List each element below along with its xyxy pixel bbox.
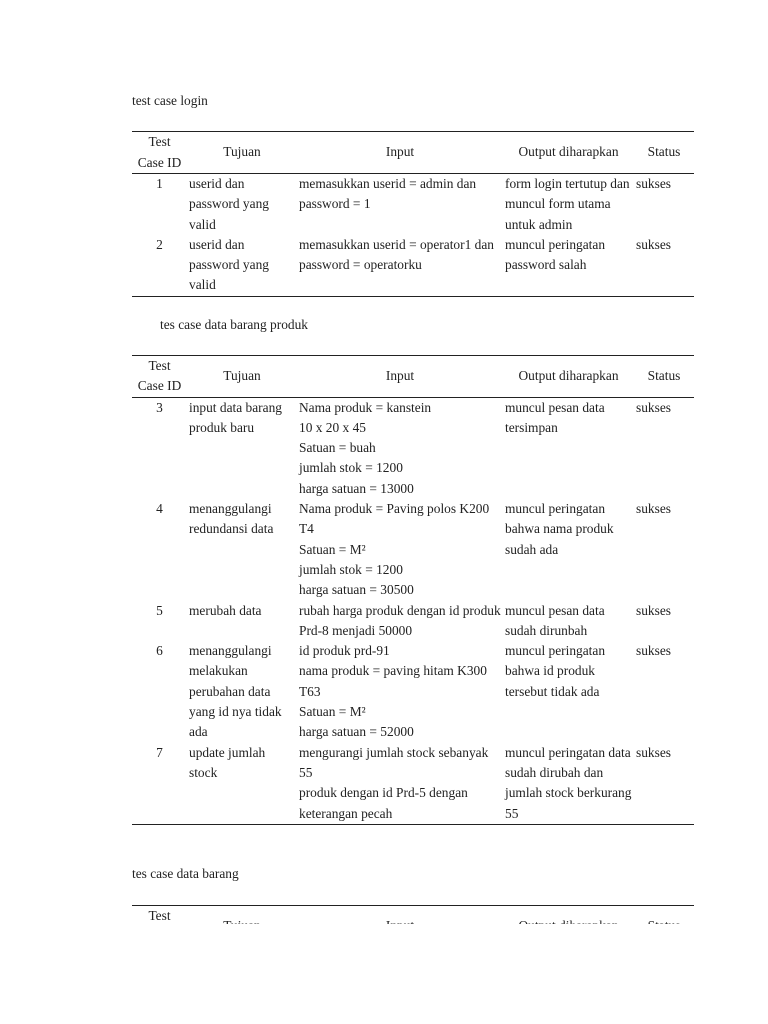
cell-status: sukses — [636, 744, 671, 760]
table-row — [132, 499, 694, 600]
col-header-tujuan: Tujuan — [223, 368, 261, 384]
table-row — [132, 601, 694, 642]
cell-tujuan: merubah data — [189, 602, 262, 618]
cell-output: muncul pesan data tersimpan — [505, 399, 605, 435]
cell-status: sukses — [636, 602, 671, 618]
cell-id: 6 — [156, 643, 163, 659]
col-header-input: Input — [385, 368, 415, 384]
cell-status: sukses — [636, 176, 671, 191]
cell-status: sukses — [636, 399, 671, 415]
cell-input: Nama produk = kanstein 10 x 20 x 45 Satuan = buah jumlah stok = 1200 harga satuan = 13000 — [299, 399, 432, 496]
cell-tujuan: userid dan password yang valid — [189, 176, 269, 232]
col-header-output: Output diharapkan — [518, 368, 619, 384]
col-header-test-case-id: Test Case ID — [137, 134, 182, 170]
section-heading-login: test case login — [132, 93, 208, 108]
cell-id: 2 — [156, 236, 163, 252]
col-header-input: Input — [385, 144, 415, 160]
cell-output: muncul pesan data sudah dirunbah — [505, 602, 605, 638]
cell-input: id produk prd-91 nama produk = paving hitam K300 T63 Satuan = M² harga satuan = 52000 — [299, 643, 487, 740]
col-header-test-case-id: Test — [148, 908, 171, 924]
cell-input: Nama produk = Paving polos K200 T4 Satuan = M² jumlah stok = 1200 harga satuan = 30500 — [299, 501, 490, 598]
page-cutoff — [0, 924, 768, 1024]
table-row — [132, 641, 694, 742]
cell-input: rubah harga produk dengan id produk Prd-8 menjadi 50000 — [299, 602, 501, 638]
cell-output: muncul peringatan bahwa id produk tersebut tidak ada — [505, 643, 606, 699]
cell-id: 1 — [156, 176, 163, 191]
cell-tujuan: menanggulangi redundansi data — [189, 501, 274, 537]
cell-id: 3 — [156, 399, 163, 415]
cell-output: muncul peringatan bahwa nama produk sudah ada — [505, 501, 614, 557]
cell-id: 5 — [156, 602, 163, 618]
cell-id: 7 — [156, 744, 163, 760]
cell-input: mengurangi jumlah stock sebanyak 55 produk dengan id Prd-5 dengan keterangan pecah — [299, 744, 489, 821]
cell-input: memasukkan userid = admin dan password = 1 — [299, 176, 477, 212]
cell-tujuan: input data barang produk baru — [189, 399, 282, 435]
col-header-test-case-id: Test Case ID — [137, 358, 182, 394]
section-heading-barang: tes case data barang — [132, 866, 239, 881]
cell-status: sukses — [636, 501, 671, 517]
test-case-table-produk — [132, 355, 694, 825]
table-row — [132, 235, 694, 296]
cell-input: memasukkan userid = operator1 dan password = operatorku — [299, 236, 494, 273]
section-heading-produk: tes case data barang produk — [160, 317, 308, 332]
cell-tujuan: update jumlah stock — [189, 744, 266, 780]
col-header-status: Status — [647, 368, 681, 384]
cell-status: sukses — [636, 643, 671, 659]
cell-tujuan: userid dan password yang valid — [189, 236, 269, 293]
cell-output: form login tertutup dan muncul form utama untuk admin — [505, 176, 630, 232]
col-header-output: Output diharapkan — [518, 144, 619, 160]
col-header-status: Status — [647, 144, 681, 160]
cell-id: 4 — [156, 501, 163, 517]
cell-tujuan: menanggulangi melakukan perubahan data yang id nya tidak ada — [189, 643, 282, 740]
cell-output: muncul peringatan data sudah dirubah dan jumlah stock berkurang 55 — [505, 744, 632, 821]
col-header-tujuan: Tujuan — [223, 144, 261, 160]
cell-output: muncul peringatan password salah — [505, 236, 606, 273]
table-row — [132, 174, 694, 235]
table-row — [132, 397, 694, 499]
table-row — [132, 743, 694, 825]
test-case-table-login — [132, 131, 694, 297]
cell-status: sukses — [636, 236, 671, 252]
